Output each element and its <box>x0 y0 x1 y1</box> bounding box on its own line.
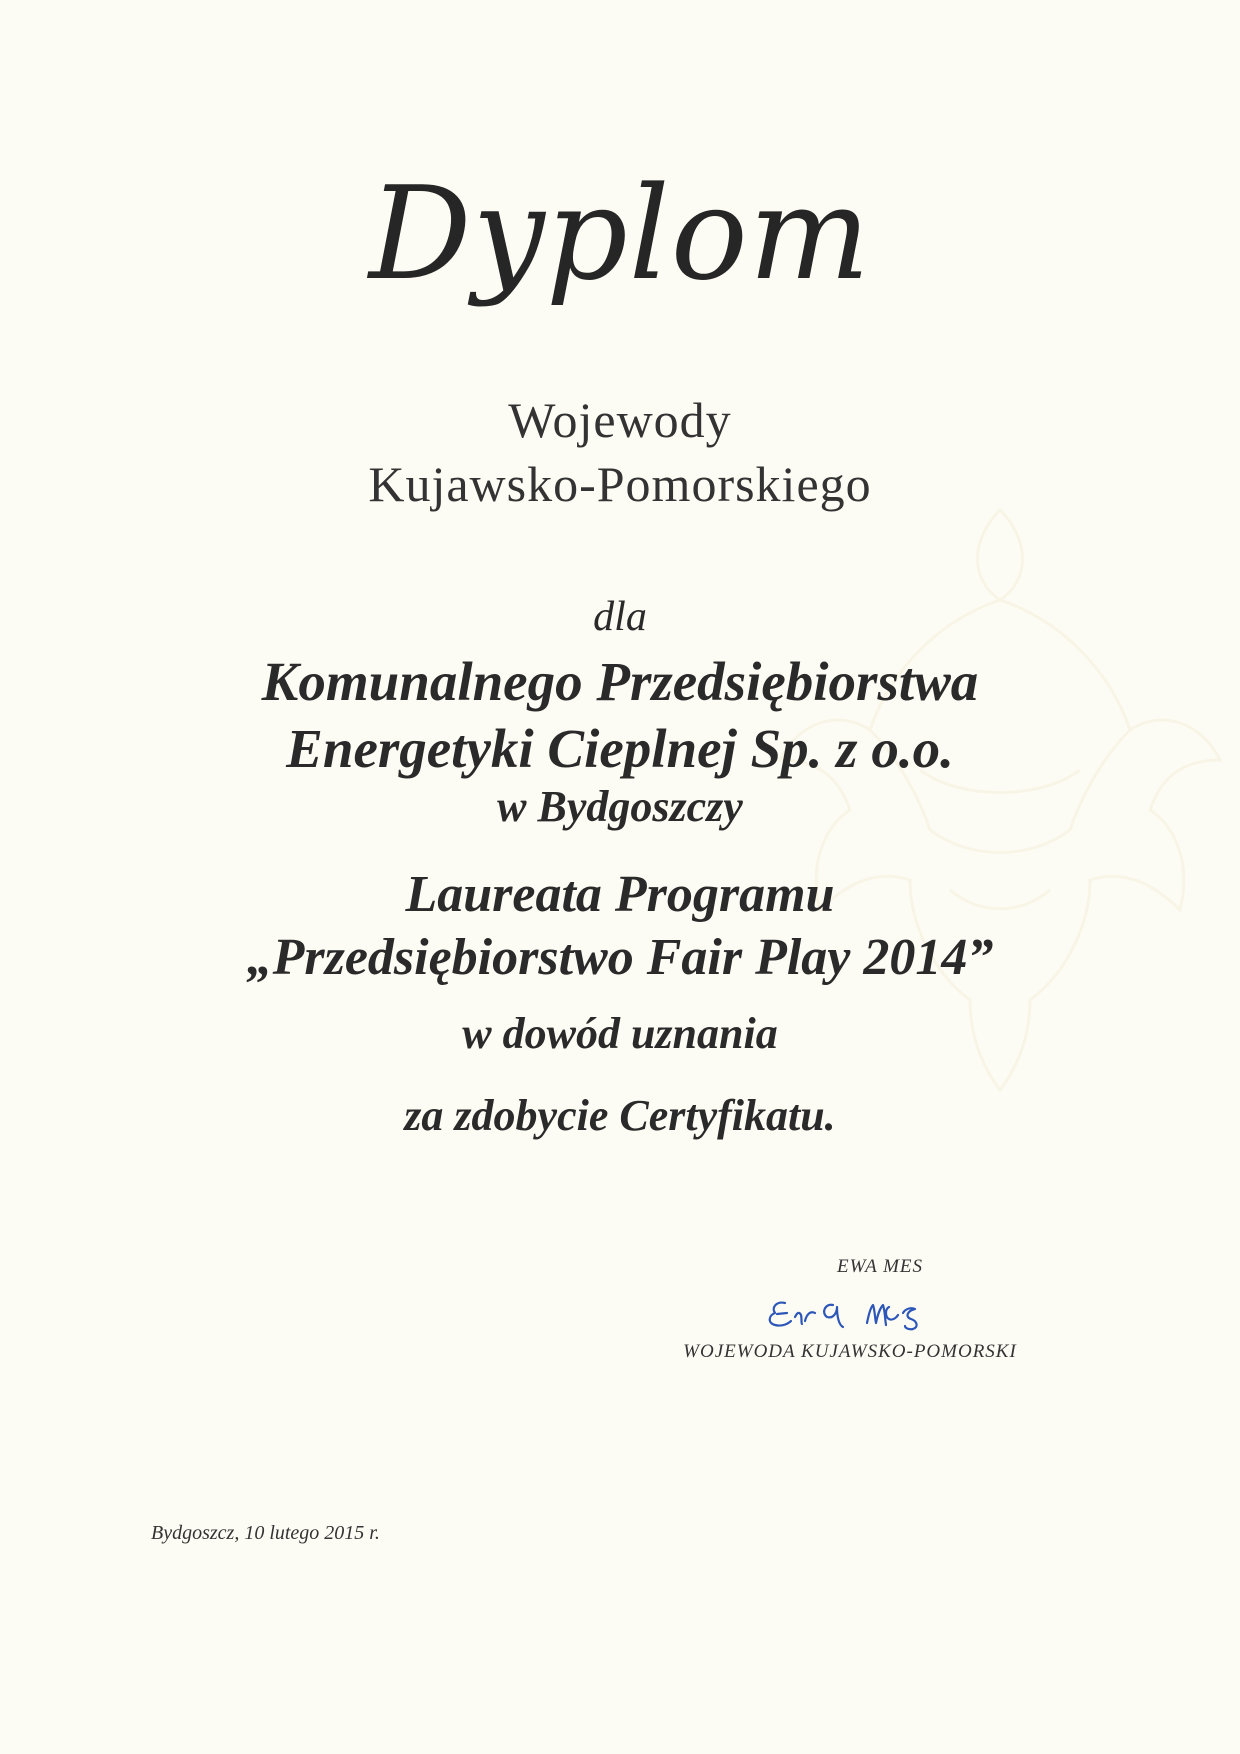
reason-line-2: za zdobycie Certyfikatu. <box>404 1091 836 1140</box>
handwritten-signature <box>755 1283 975 1339</box>
award-line-2: „Przedsiębiorstwo Fair Play 2014” <box>246 929 994 986</box>
diploma-title: Dyplom <box>368 160 872 309</box>
reason-line-1: w dowód uznania <box>462 1009 778 1058</box>
recipient-name-line-2: Energetyki Cieplnej Sp. z o.o. <box>286 718 954 779</box>
recipient-name-line-1: Komunalnego Przedsiębiorstwa <box>261 651 979 712</box>
signatory-name: EWA MES <box>836 1256 924 1277</box>
recipient-city: w Bydgoszczy <box>497 782 743 831</box>
place-and-date: Bydgoszcz, 10 lutego 2015 r. <box>151 1522 380 1544</box>
award-line-1: Laureata Programu <box>405 866 835 923</box>
issuer-line-2: Kujawsko-Pomorskiego <box>368 456 872 512</box>
issuer-line-1: Wojewody <box>508 392 732 448</box>
for-label: dla <box>593 594 647 640</box>
signatory-title: WOJEWODA KUJAWSKO-POMORSKI <box>683 1341 1017 1362</box>
